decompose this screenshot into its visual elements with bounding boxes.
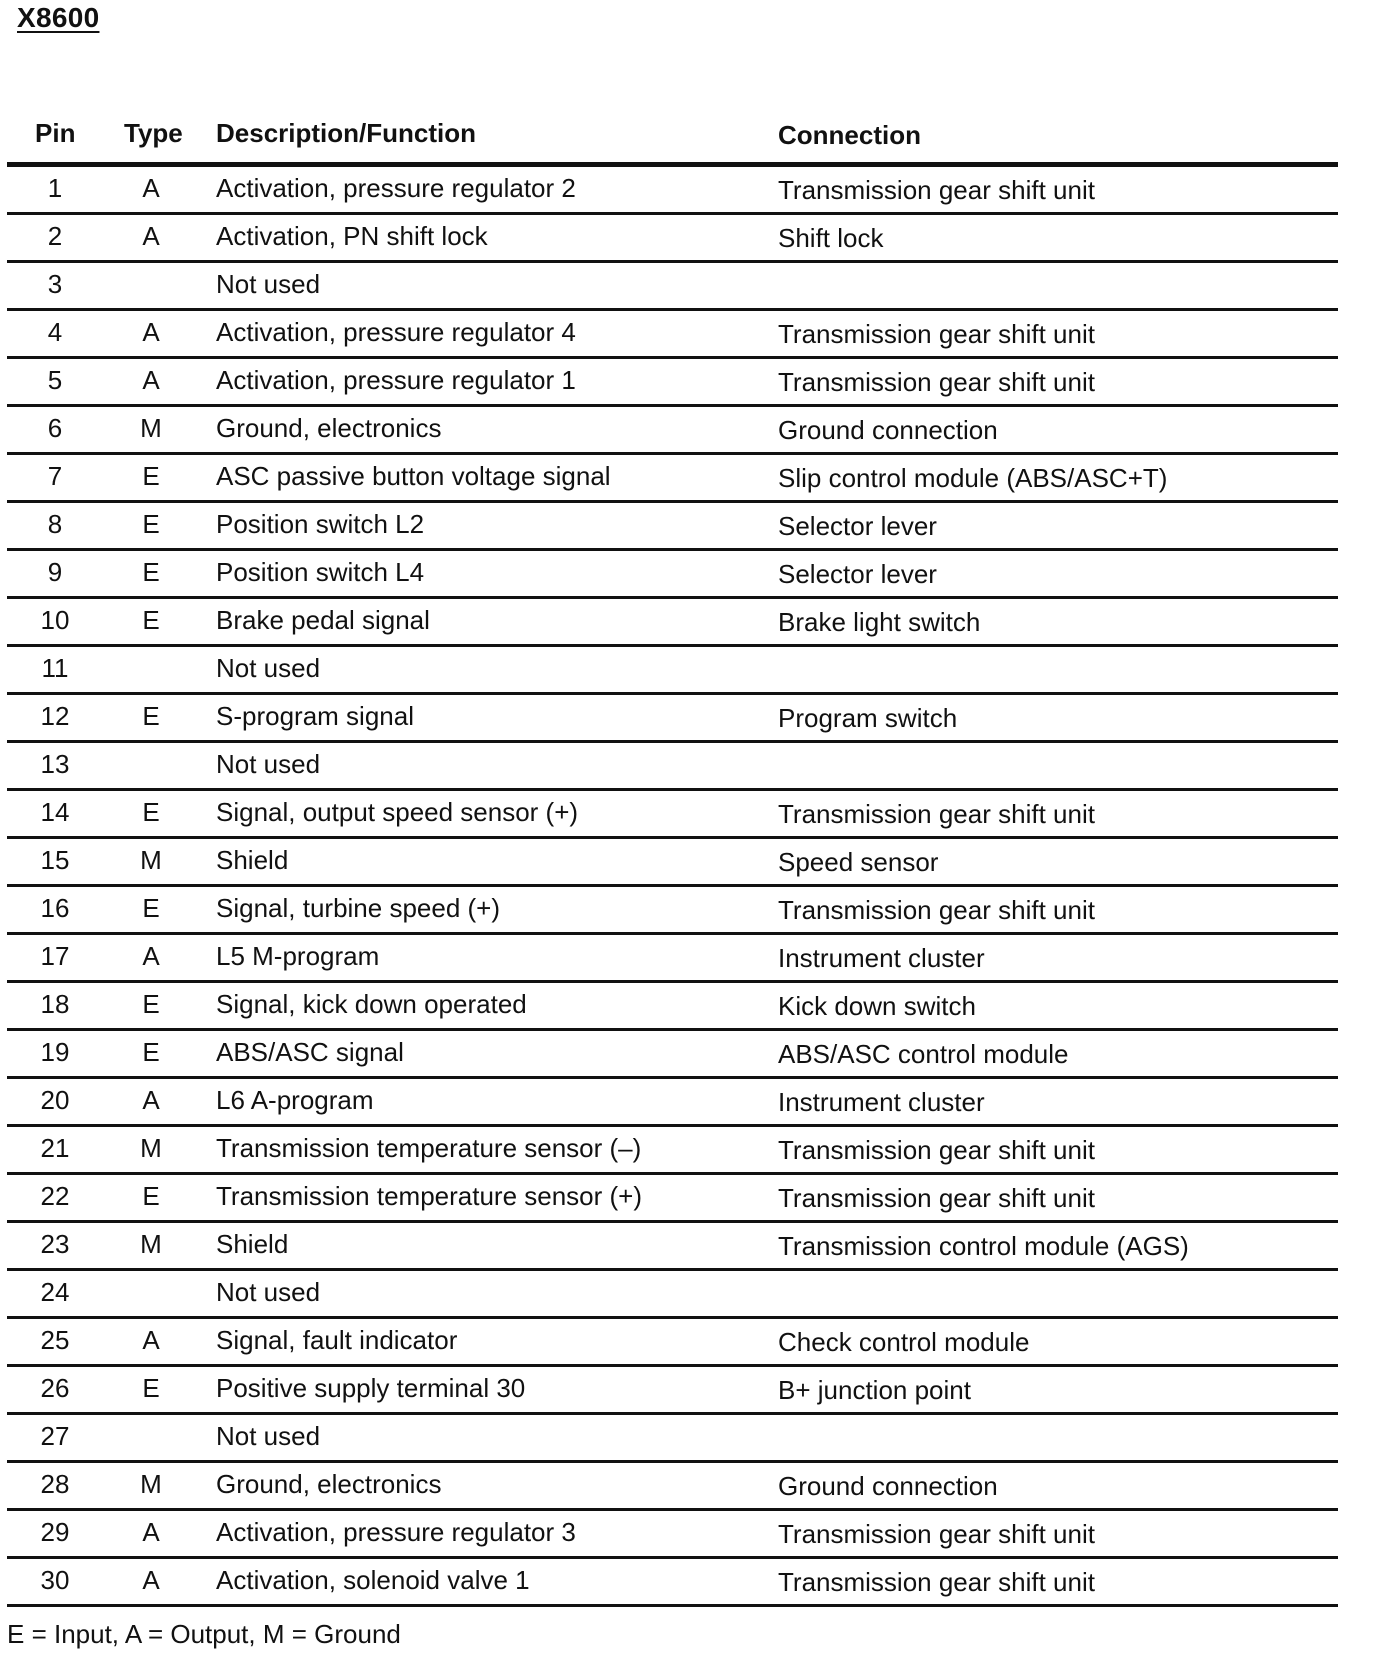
- table-row: [7, 1079, 1338, 1127]
- description-cell: Signal, output speed sensor (+): [216, 797, 579, 827]
- connection-cell: Program switch: [778, 703, 958, 733]
- pin-cell: 29: [40, 1517, 70, 1547]
- pin-cell: 11: [41, 653, 69, 683]
- table-row: [7, 1271, 1338, 1319]
- connection-cell: Transmission gear shift unit: [778, 799, 1095, 829]
- type-cell: A: [142, 941, 160, 971]
- description-cell: Not used: [216, 653, 321, 683]
- description-cell: Ground, electronics: [216, 1469, 442, 1499]
- table-row: [7, 263, 1338, 311]
- connection-cell: Transmission gear shift unit: [778, 367, 1095, 397]
- type-cell: E: [142, 893, 160, 923]
- description-cell: Not used: [216, 1421, 321, 1451]
- table-row: [7, 215, 1338, 263]
- connection-cell: Instrument cluster: [778, 1087, 985, 1117]
- description-cell: Positive supply terminal 30: [216, 1373, 526, 1403]
- pin-cell: 2: [47, 221, 63, 251]
- description-cell: Activation, pressure regulator 1: [216, 365, 576, 395]
- description-cell: Signal, turbine speed (+): [216, 893, 501, 923]
- pin-cell: 7: [47, 461, 63, 491]
- table-row: [7, 551, 1338, 599]
- table-row: [7, 167, 1338, 215]
- pin-cell: 10: [40, 605, 70, 635]
- description-cell: Ground, electronics: [216, 413, 442, 443]
- type-cell: E: [142, 509, 160, 539]
- pin-cell: 14: [40, 797, 70, 827]
- table-row: [7, 1463, 1338, 1511]
- connection-cell: Selector lever: [778, 559, 937, 589]
- pin-cell: 8: [47, 509, 63, 539]
- type-cell: M: [140, 1133, 162, 1163]
- table-row: [7, 1367, 1338, 1415]
- pin-cell: 5: [47, 365, 63, 395]
- connection-cell: Slip control module (ABS/ASC+T): [778, 463, 1168, 493]
- type-cell: A: [142, 173, 160, 203]
- table-row: [7, 791, 1338, 839]
- pin-cell: 1: [47, 173, 63, 203]
- connection-cell: Ground connection: [778, 415, 998, 445]
- connection-cell: Transmission gear shift unit: [778, 1135, 1095, 1165]
- pin-cell: 19: [40, 1037, 70, 1067]
- table-row: [7, 599, 1338, 647]
- table-row: [7, 1559, 1338, 1607]
- table-row: [7, 407, 1338, 455]
- pin-cell: 25: [40, 1325, 70, 1355]
- type-cell: E: [142, 1037, 160, 1067]
- description-cell: S-program signal: [216, 701, 414, 731]
- table-row: [7, 839, 1338, 887]
- table-row: [7, 1223, 1338, 1271]
- connection-cell: Check control module: [778, 1327, 1030, 1357]
- table-row: [7, 1031, 1338, 1079]
- pin-cell: 6: [47, 413, 63, 443]
- pin-cell: 17: [40, 941, 70, 971]
- table-row: [7, 1127, 1338, 1175]
- type-cell: E: [142, 1373, 160, 1403]
- description-cell: Transmission temperature sensor (–): [216, 1133, 642, 1163]
- type-cell: E: [142, 461, 160, 491]
- pin-cell: 16: [40, 893, 70, 923]
- connection-cell: Shift lock: [778, 223, 884, 253]
- description-cell: Activation, solenoid valve 1: [216, 1565, 530, 1595]
- connection-cell: Transmission gear shift unit: [778, 319, 1095, 349]
- pin-cell: 20: [40, 1085, 70, 1115]
- connection-cell: Selector lever: [778, 511, 937, 541]
- pin-cell: 28: [40, 1469, 70, 1499]
- type-cell: E: [142, 605, 160, 635]
- pin-cell: 22: [40, 1181, 70, 1211]
- connection-cell: ABS/ASC control module: [778, 1039, 1069, 1069]
- table-row: [7, 743, 1338, 791]
- connection-cell: Transmission gear shift unit: [778, 1519, 1095, 1549]
- connection-cell: Transmission gear shift unit: [778, 895, 1095, 925]
- type-cell: E: [142, 797, 160, 827]
- pin-cell: 26: [40, 1373, 70, 1403]
- type-cell: E: [142, 1181, 160, 1211]
- type-cell: E: [142, 557, 160, 587]
- table-row: [7, 1415, 1338, 1463]
- description-cell: Shield: [216, 1229, 289, 1259]
- column-header-description: Description/Function: [216, 118, 476, 148]
- description-cell: Not used: [216, 1277, 321, 1307]
- description-cell: Transmission temperature sensor (+): [216, 1181, 643, 1211]
- description-cell: Shield: [216, 845, 289, 875]
- pin-cell: 24: [40, 1277, 70, 1307]
- type-cell: A: [142, 221, 160, 251]
- pin-cell: 27: [40, 1421, 70, 1451]
- connection-cell: Kick down switch: [778, 991, 976, 1021]
- pin-cell: 3: [47, 269, 63, 299]
- type-cell: A: [142, 1085, 160, 1115]
- table-row: [7, 983, 1338, 1031]
- pin-cell: 12: [40, 701, 70, 731]
- table-row: [7, 359, 1338, 407]
- table-row: [7, 647, 1338, 695]
- column-header-pin: Pin: [35, 118, 76, 148]
- connection-cell: Instrument cluster: [778, 943, 985, 973]
- table-row: [7, 455, 1338, 503]
- pin-cell: 15: [40, 845, 70, 875]
- table-row: [7, 887, 1338, 935]
- document-title: X8600: [17, 2, 100, 33]
- table-row: [7, 503, 1338, 551]
- type-cell: A: [142, 1517, 160, 1547]
- type-cell: M: [140, 845, 162, 875]
- pin-cell: 4: [47, 317, 63, 347]
- description-cell: Not used: [216, 269, 321, 299]
- pin-cell: 23: [40, 1229, 70, 1259]
- connection-cell: Brake light switch: [778, 607, 981, 637]
- column-header-connection: Connection: [778, 120, 921, 150]
- connection-cell: Ground connection: [778, 1471, 998, 1501]
- pin-cell: 18: [40, 989, 70, 1019]
- table-row: [7, 1175, 1338, 1223]
- pin-cell: 13: [40, 749, 70, 779]
- connection-cell: Transmission gear shift unit: [778, 175, 1095, 205]
- type-cell: A: [142, 1325, 160, 1355]
- connection-cell: Transmission control module (AGS): [778, 1231, 1189, 1261]
- pin-cell: 30: [40, 1565, 70, 1595]
- description-cell: ASC passive button voltage signal: [216, 461, 611, 491]
- type-cell: M: [140, 413, 162, 443]
- description-cell: Brake pedal signal: [216, 605, 430, 635]
- description-cell: Position switch L4: [216, 557, 425, 587]
- type-cell: A: [142, 1565, 160, 1595]
- type-legend: E = Input, A = Output, M = Ground: [7, 1619, 401, 1649]
- description-cell: ABS/ASC signal: [216, 1037, 404, 1067]
- description-cell: Signal, kick down operated: [216, 989, 527, 1019]
- type-cell: A: [142, 365, 160, 395]
- column-header-type: Type: [124, 118, 183, 148]
- type-cell: M: [140, 1229, 162, 1259]
- connection-cell: B+ junction point: [778, 1375, 971, 1405]
- pin-cell: 9: [47, 557, 63, 587]
- table-row: [7, 1511, 1338, 1559]
- description-cell: Activation, pressure regulator 2: [216, 173, 576, 203]
- table-body: [7, 167, 1338, 1607]
- type-cell: A: [142, 317, 160, 347]
- connection-cell: Speed sensor: [778, 847, 939, 877]
- description-cell: Activation, pressure regulator 3: [216, 1517, 576, 1547]
- connection-cell: Transmission gear shift unit: [778, 1183, 1095, 1213]
- type-cell: E: [142, 989, 160, 1019]
- type-cell: M: [140, 1469, 162, 1499]
- pin-cell: 21: [40, 1133, 70, 1163]
- description-cell: Activation, pressure regulator 4: [216, 317, 576, 347]
- description-cell: Signal, fault indicator: [216, 1325, 458, 1355]
- table-row: [7, 935, 1338, 983]
- table-row: [7, 311, 1338, 359]
- description-cell: L5 M-program: [216, 941, 380, 971]
- table-header-row: [7, 112, 1338, 167]
- connection-cell: Transmission gear shift unit: [778, 1567, 1095, 1597]
- type-cell: E: [142, 701, 160, 731]
- description-cell: Position switch L2: [216, 509, 425, 539]
- description-cell: L6 A-program: [216, 1085, 374, 1115]
- description-cell: Activation, PN shift lock: [216, 221, 488, 251]
- table-row: [7, 695, 1338, 743]
- table-row: [7, 1319, 1338, 1367]
- description-cell: Not used: [216, 749, 321, 779]
- pin-assignment-table: [7, 112, 1338, 1607]
